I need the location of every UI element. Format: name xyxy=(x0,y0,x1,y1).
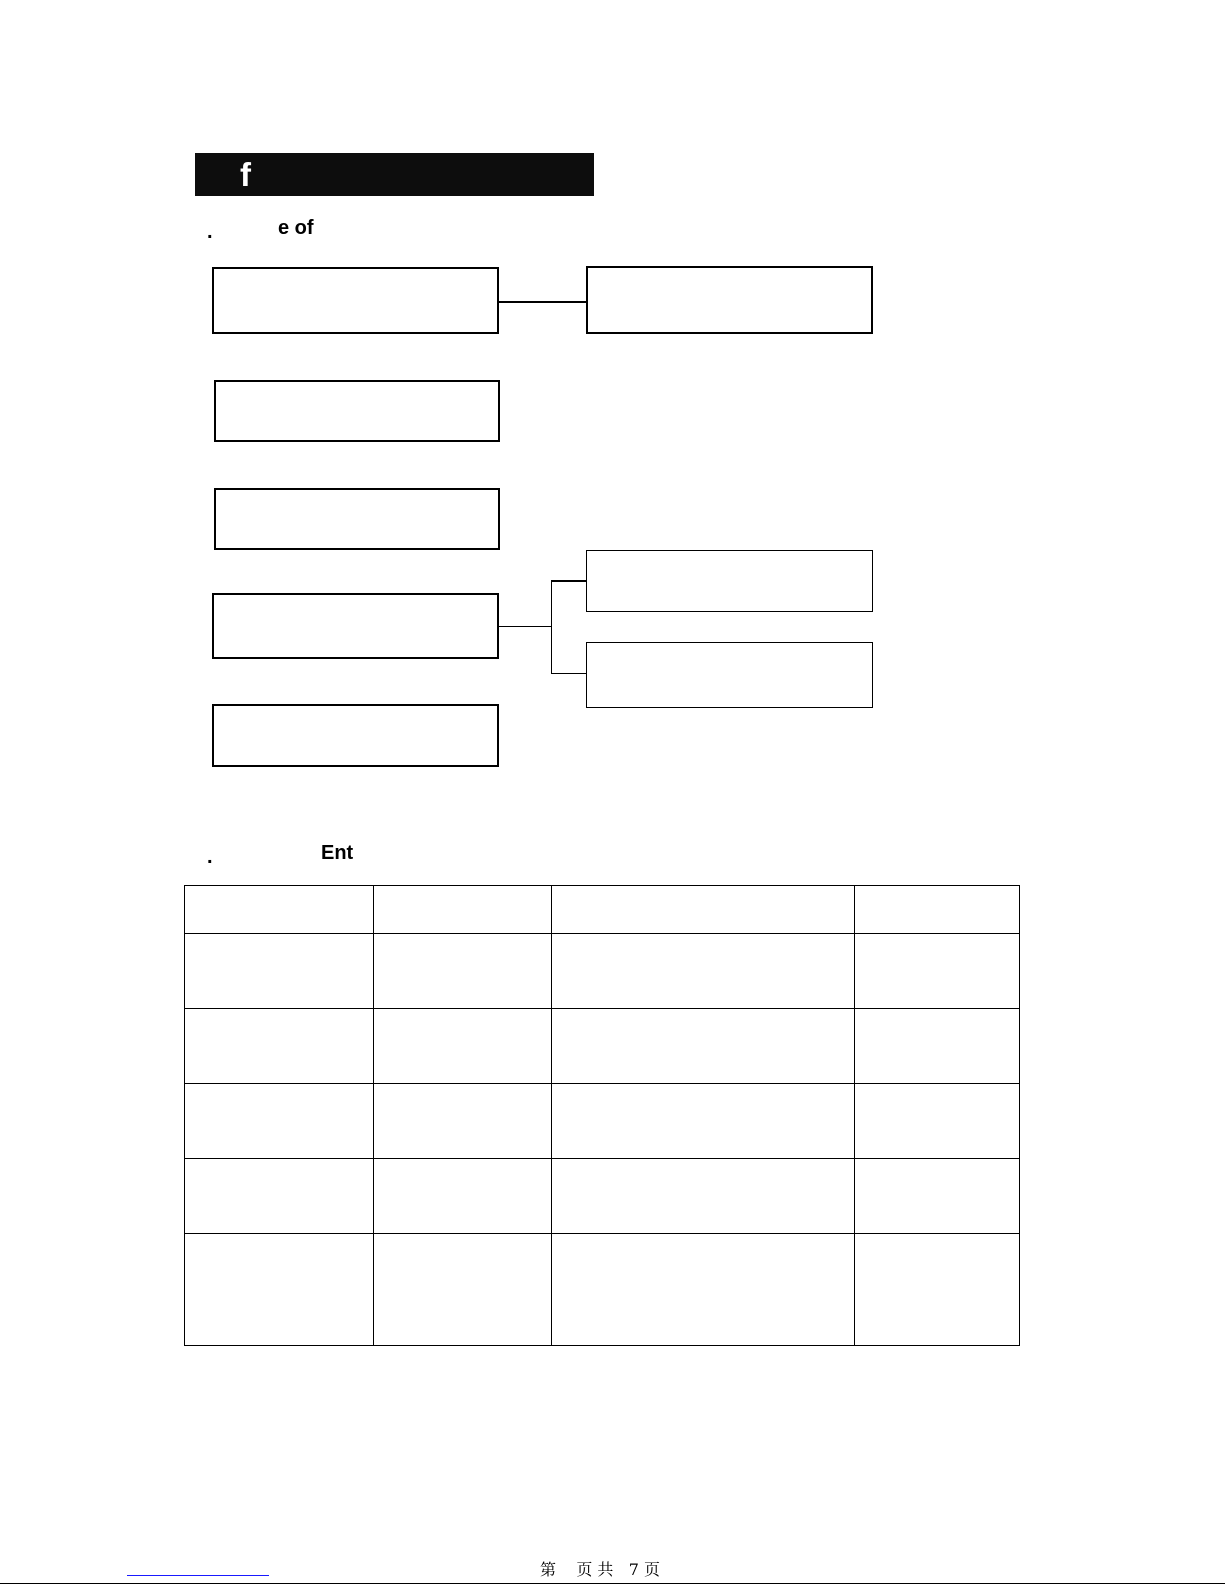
table-cell xyxy=(374,1084,552,1159)
table-cell xyxy=(185,934,374,1009)
footer-link[interactable] xyxy=(127,1575,269,1576)
table-cell xyxy=(374,1159,552,1234)
section1-heading: e of xyxy=(278,217,314,239)
section2-heading: Ent xyxy=(321,842,354,864)
section1-bullet: . xyxy=(207,221,213,243)
section-banner xyxy=(195,153,594,196)
bottom-rule xyxy=(0,1583,1225,1584)
table-cell xyxy=(552,1234,855,1346)
table-cell xyxy=(855,1084,1020,1159)
diagram-box-left-5 xyxy=(212,704,499,767)
table-cell xyxy=(185,1084,374,1159)
table-cell xyxy=(855,1234,1020,1346)
table-cell xyxy=(855,886,1020,934)
table-cell xyxy=(855,1009,1020,1084)
diagram-box-left-1 xyxy=(212,267,499,334)
connector-line-branch-lower xyxy=(551,673,586,674)
table-cell xyxy=(374,934,552,1009)
diagram-box-right-1 xyxy=(586,266,873,334)
table-cell xyxy=(185,1009,374,1084)
footer-page-number: 第 页 共 7 页 xyxy=(540,1560,660,1579)
table-row xyxy=(185,1234,1020,1346)
table-cell xyxy=(374,1009,552,1084)
table-cell xyxy=(374,886,552,934)
table-cell xyxy=(185,1234,374,1346)
table-cell xyxy=(552,1009,855,1084)
table-cell xyxy=(552,1084,855,1159)
table-cell xyxy=(185,1159,374,1234)
diagram-box-left-3 xyxy=(214,488,500,550)
section2-bullet: . xyxy=(207,846,213,868)
table-cell xyxy=(185,886,374,934)
table-header-row xyxy=(185,886,1020,934)
table-cell xyxy=(552,1159,855,1234)
table-row xyxy=(185,934,1020,1009)
table-cell xyxy=(374,1234,552,1346)
diagram-box-left-2 xyxy=(214,380,500,442)
table-cell xyxy=(855,1159,1020,1234)
connector-line-branch-upper xyxy=(551,580,586,582)
data-table xyxy=(184,885,1020,1346)
connector-line-branch-vertical xyxy=(551,580,552,674)
diagram-box-right-3 xyxy=(586,642,873,708)
table-row xyxy=(185,1159,1020,1234)
diagram-box-left-4 xyxy=(212,593,499,659)
connector-line-top xyxy=(499,301,586,303)
banner-text: f xyxy=(240,156,251,193)
table-cell xyxy=(552,886,855,934)
table-row xyxy=(185,1009,1020,1084)
table-cell xyxy=(855,934,1020,1009)
table-cell xyxy=(552,934,855,1009)
diagram-box-right-2 xyxy=(586,550,873,612)
table-row xyxy=(185,1084,1020,1159)
connector-line-branch-stem xyxy=(499,626,551,627)
